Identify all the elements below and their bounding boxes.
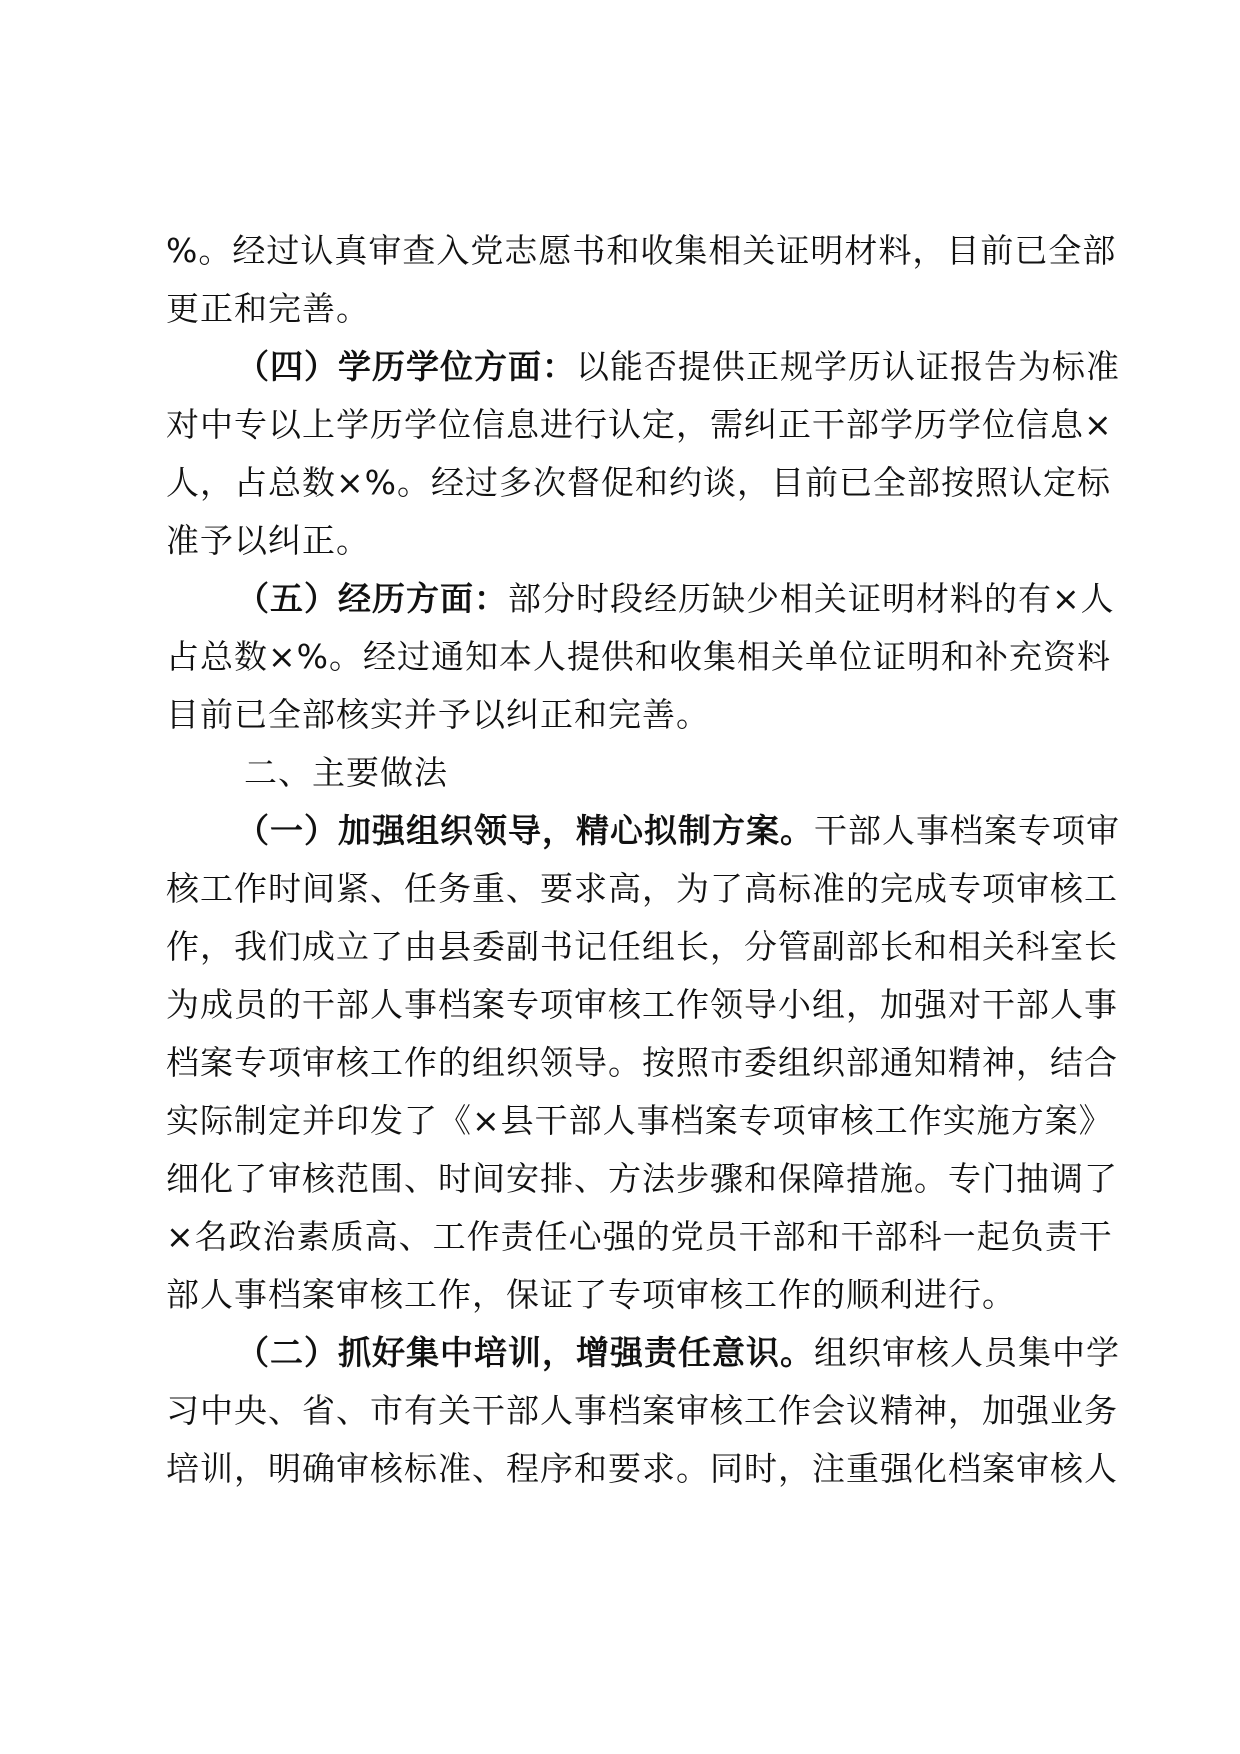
- paragraph-line: 核工作时间紧、任务重、要求高，为了高标准的完成专项审核工: [166, 869, 1118, 908]
- paragraph-line: 细化了审核范围、时间安排、方法步骤和保障措施。专门抽调了: [166, 1159, 1118, 1198]
- paragraph-line: 档案专项审核工作的组织领导。按照市委组织部通知精神，结合: [166, 1043, 1118, 1082]
- section-heading-education: （四）学历学位方面：: [236, 347, 576, 386]
- section-heading-line: （二）抓好集中培训，增强责任意识。组织审核人员集中学: [236, 1333, 1120, 1372]
- section-heading-line: （四）学历学位方面：以能否提供正规学历认证报告为标准: [236, 347, 1120, 386]
- paragraph-line: %。经过认真审查入党志愿书和收集相关证明材料，目前已全部: [166, 231, 1117, 270]
- section-heading-line: （五）经历方面：部分时段经历缺少相关证明材料的有×人: [236, 579, 1115, 618]
- section-heading-training: （二）抓好集中培训，增强责任意识。: [236, 1333, 814, 1372]
- paragraph-line: 对中专以上学历学位信息进行认定，需纠正干部学历学位信息×: [166, 405, 1113, 444]
- paragraph-line: 部人事档案审核工作，保证了专项审核工作的顺利进行。: [166, 1275, 1016, 1314]
- paragraph-line: 更正和完善。: [166, 289, 370, 328]
- paragraph-line: 准予以纠正。: [166, 521, 370, 560]
- paragraph-line: 实际制定并印发了《×县干部人事档案专项审核工作实施方案》: [166, 1101, 1113, 1140]
- section-heading-line: （一）加强组织领导，精心拟制方案。干部人事档案专项审: [236, 811, 1120, 850]
- paragraph-line: 为成员的干部人事档案专项审核工作领导小组，加强对干部人事: [166, 985, 1118, 1024]
- paragraph-line: 人，占总数×%。经过多次督促和约谈，目前已全部按照认定标: [166, 463, 1112, 502]
- paragraph-line: 习中央、省、市有关干部人事档案审核工作会议精神，加强业务: [166, 1391, 1118, 1430]
- section-heading-experience: （五）经历方面：: [236, 579, 508, 618]
- document-body: [166, 222, 1120, 1498]
- chapter-heading: 二、主要做法: [244, 753, 448, 792]
- paragraph-line: 培训，明确审核标准、程序和要求。同时，注重强化档案审核人: [166, 1449, 1118, 1488]
- paragraph-line: ×名政治素质高、工作责任心强的党员干部和干部科一起负责干: [166, 1217, 1113, 1256]
- paragraph-line: 作，我们成立了由县委副书记任组长，分管副部长和相关科室长: [166, 927, 1118, 966]
- paragraph-line: 占总数×%。经过通知本人提供和收集相关单位证明和补充资料: [166, 637, 1112, 676]
- section-heading-leadership: （一）加强组织领导，精心拟制方案。: [236, 811, 814, 850]
- paragraph-line: 目前已全部核实并予以纠正和完善。: [166, 695, 710, 734]
